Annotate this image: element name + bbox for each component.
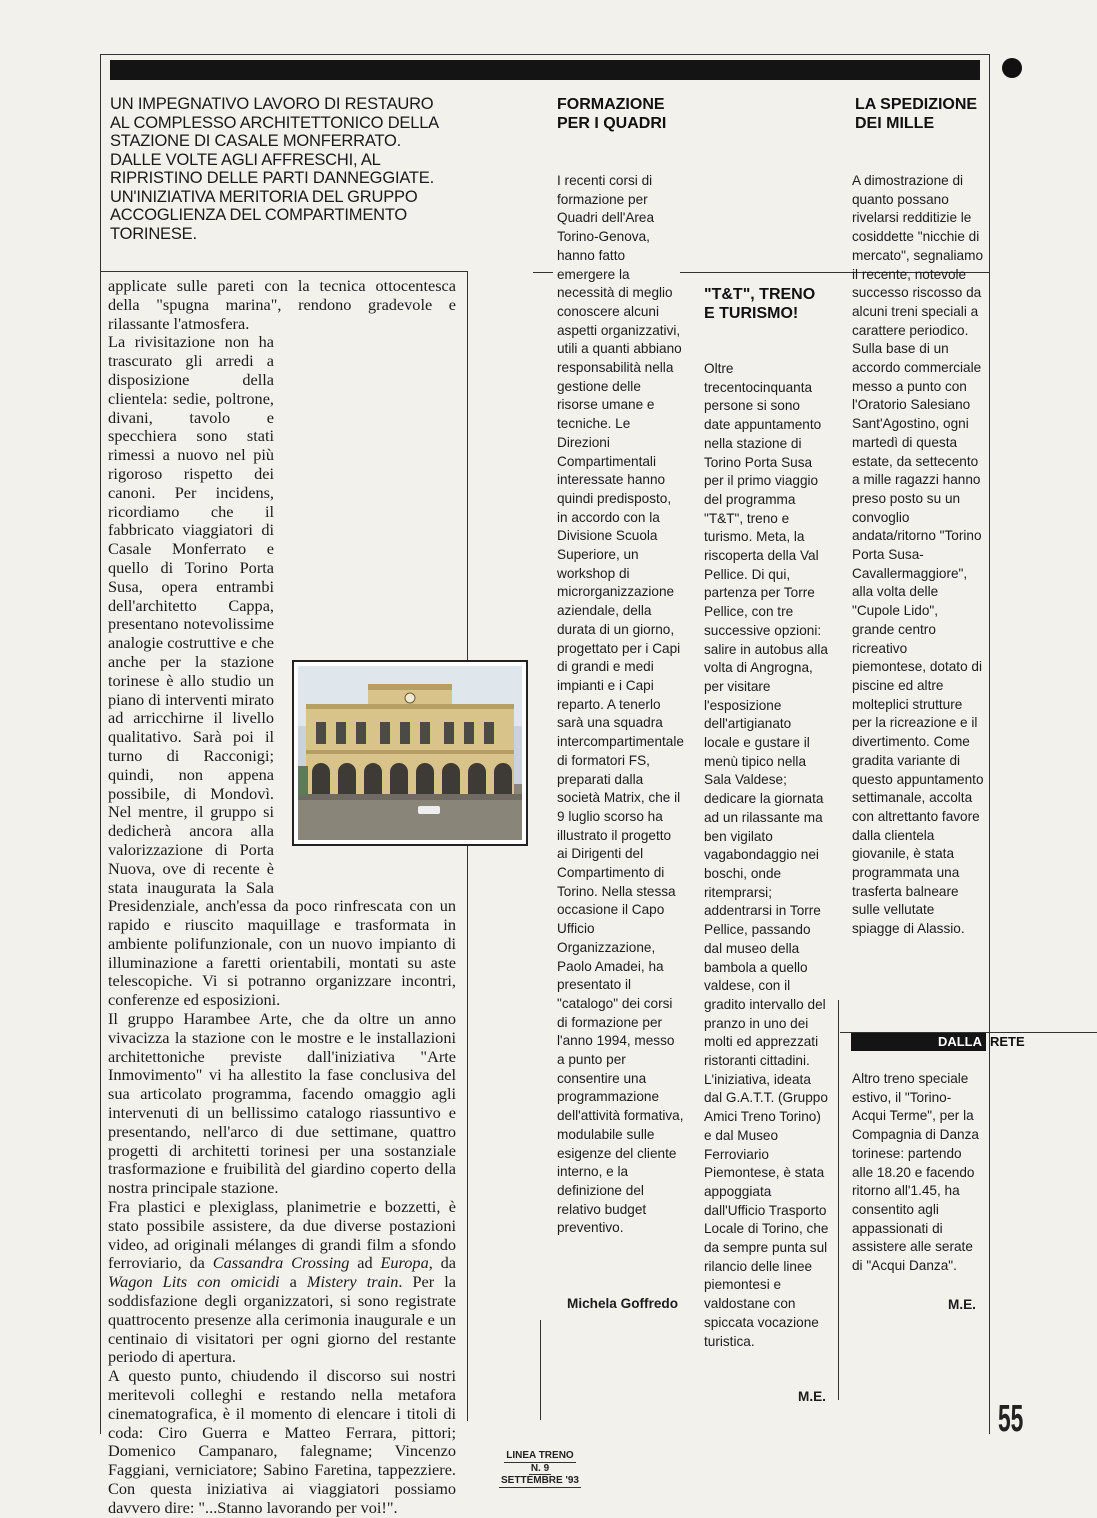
col1-heading: FORMAZIONE PER I QUADRI — [557, 96, 667, 132]
frame-left-rule — [100, 54, 101, 1434]
station-photo — [292, 660, 528, 846]
film-title: Wagon Lits con omicidi — [108, 1272, 280, 1292]
main-paragraph-3: Il gruppo Harambee Arte, che da oltre un anno vivacizza la stazione con le mostre e le installazioni architettoniche previste dall'iniziativa "Arte Inmovimento" vi ha allestito la fase conclusiva del sua articolato programma, facendo omaggio agli intervenuti di un bellissimo catalogo riassuntivo e presentando, nell'arco di due settimane, quattro progetti di architetti torinesi per una sostanziale trasformazione e fruibilità del giardino coperto della nostra principale stazione. — [108, 1009, 456, 1198]
article-standfirst: UN IMPEGNATIVO LAVORO DI RESTAURO AL COMPLESSO ARCHITETTONICO DELLA STAZIONE DI CASALE MONFERRATO. DALLE VOLTE AGLI AFFRESCHI, AL RIPRISTINO DELLE PARTI DANNEGGIATE. UN'INIZIATIVA MERITORIA DEL GRUPPO ACCOGLIENZA DEL COMPARTIMENTO TORINESE. — [110, 95, 439, 243]
film-title: Mistery train — [306, 1272, 399, 1292]
col3-heading: LA SPEDIZIONE DEI MILLE — [855, 96, 978, 132]
film-title: Cassandra Crossing — [212, 1253, 350, 1273]
rete-signature: M.E. — [948, 1297, 976, 1312]
col1-signature: Michela Goffredo — [567, 1296, 679, 1311]
rete-label: RETE — [990, 1034, 1025, 1049]
col1-body: I recenti corsi di formazione per Quadri dell'Area Torino-Genova, hanno fatto emergere la necessità di meglio conoscere alcuni aspetti organizzativi, utili a quanti abbiano responsabilità nella gestione delle risorse umane e tecniche. Le Direzioni Compartimentali interessate hanno quindi predisposto, in accordo con la Divisione Scuola Superiore, un workshop di microrganizzazione aziendale, della durata di un giorno, progettato per i Capi di grandi e medi impianti e i Capi reparto. A tenerlo sarà una squadra intercompartimentale di formatori FS, preparati dalla società Matrix, che il 9 luglio scorso ha illustrato il progetto ai Dirigenti del Compartimento di Torino. Nella stessa occasione il Capo Ufficio Organizzazione, Paolo Amadei, ha presentato il "catalogo" dei corsi di formazione per l'anno 1994, messo a punto per consentire una programmazione dell'attività formativa, modulabile sulle esigenze del cliente interno, e la definizione del relativo budget preventivo. — [557, 173, 684, 1236]
column-rule-2 — [540, 1320, 541, 1420]
main-paragraph-1: applicate sulle pareti con la tecnica ottocentesca della "spugna marina", rendono gradevole e rilassante l'atmosfera. — [108, 276, 456, 333]
col2-body: Oltre trecentocinquanta persone si sono date appuntamento nella stazione di Torino Porta Susa per il primo viaggio del programma "T&T", treno e turismo. Meta, la riscoperta della Val Pellice. Di qui, partenza per Torre Pellice, con tre successive opzioni: salire in autobus alla volta di Angrogna, per visitare l'esposizione dell'artigianato locale e gustare il menù tipico nella Sala Valdese; dedicare la giornata ad un rilassante ma ben vigilato vagabondaggio nei boschi, onde ritemprarsi; addentrarsi in Torre Pellice, passando dal museo della bambola a quello valdese, con il gradito intervallo del pranzo in uno dei molti ed apprezzati ristoranti cittadini. L'iniziativa, ideata dal G.A.T.T. (Gruppo Amici Treno Torino) e dal Museo Ferroviario Piemontese, è stata appoggiata dall'Ufficio Trasporto Locale di Torino, che da sempre punta sul rilancio delle linee piemontesi e valdostane con spiccata vocazione turistica. — [704, 361, 829, 1349]
dalla-rete-label — [851, 1033, 1026, 1051]
col2-signature: M.E. — [798, 1389, 826, 1404]
main-paragraph-2: La rivisitazione non ha trascurato gli arredi a disposizione della clientela: sedie, poltrone, divani, tavolo e specchiera sono stati rimessi a nuovo nel più rigoroso rispetto dei canoni. Per incidens, ricordiamo che il fabbricato viaggiatori di Casale Monferrato e quello di Torino Porta Susa, opera entrambi dell'architetto Cappa, presentano notevolissime analogie costruttive e che anche per la stazione torinese è allo studio un piano di interventi mirato ad arricchirne il livello qualitativo. Sarà poi il turno di Racconigi; quindi, non appena possibile, di Mondovì. Nel mentre, il gruppo si dedicherà ancora alla valorizzazione di Porta Nuova, ove di recente è stata inaugurata la Sala Presidenziale, anch'essa da poco rinfrescata con un rapido e riuscito maquillage e trasformata in ambiente polifunzionale, con un nuovo impianto di illuminazione a faretti orientabili, montati su aste telescopiche. Vi si potranno organizzare incontri, conferenze ed esposizioni. — [108, 332, 456, 1010]
film-title: Europa — [380, 1253, 429, 1273]
magazine-footer — [480, 1450, 600, 1488]
page-number: 55 — [998, 1398, 1024, 1440]
col1-tick — [533, 272, 553, 273]
footer-issue: N. 9 — [530, 1462, 550, 1474]
main-article — [108, 277, 456, 1518]
footer-date: SETTEMBRE '93 — [501, 1475, 579, 1486]
column-rule-1 — [467, 271, 468, 1421]
main-paragraph-5: A questo punto, chiudendo il discorso sui nostri meritevoli colleghi e restando nella metafora cinematografica, è il momento di elencare i titoli di coda: Ciro Guerra e Matteo Ferrara, pittori; Domenico Campanaro, falegname; Vincenzo Faggiani, verniciatore; Sabino Faretina, tappezziere. Con questa iniziativa ai viaggiatori possiamo davvero dire: "...Stanno lavorando per voi!". — [108, 1366, 456, 1517]
column-rule-3 — [838, 1000, 839, 1400]
frame-right-rule — [989, 54, 990, 1434]
col2-heading: "T&T", TRENO E TURISMO! — [704, 286, 816, 322]
main-paragraph-4: Fra plastici e plexiglass, planimetrie e bozzetti, è stato possibile assistere, da due diverse postazioni video, ad originali mélanges di grandi film a sfondo ferroviario, da Cassandra Crossing ad Europa, da Wagon Lits con omicidi a Mistery train. Per la soddisfazione degli organizzatori, si sono registrate quattrocento presenze alla cerimonia inaugurale e un centinaio di visitatori per ogni giorno del restante periodo di apertura. — [108, 1197, 457, 1367]
intro-divider — [100, 271, 468, 272]
frame-top-rule — [100, 54, 990, 55]
bullet-dot — [1002, 58, 1022, 78]
dalla-label: DALLA — [851, 1033, 986, 1051]
header-bar — [110, 60, 980, 80]
rete-body: Altro treno speciale estivo, il "Torino-Acqui Terme", per la Compagnia di Danza torinese: partendo alle 18.20 e facendo ritorno all'1.45, ha consentito agli appassionati di assistere alle serate di "Acqui Danza". — [852, 1071, 979, 1274]
col3-body: A dimostrazione di quanto possano rivelarsi redditizie le cosiddette "nicchie di mercato", segnaliamo il recente, notevole successo riscosso da alcuni treni speciali a carattere periodico. Sulla base di un accordo commerciale messo a punto con l'Oratorio Salesiano Sant'Agostino, ogni martedì di questa estate, da settecento a mille ragazzi hanno preso posto su un convoglio andata/ritorno "Torino Porta Susa-Cavallermaggiore", alla volta delle "Cupole Lido", grande centro ricreativo piemontese, dotato di piscine ed altre molteplici strutture per la ricreazione e il divertimento. Come gradita variante di questo appuntamento settimanale, accolta con altrettanto favore dalla clientela giovanile, è stata programmata una trasferta balneare sulle vellutate spiagge di Alassio. — [852, 173, 984, 937]
footer-title: LINEA TRENO — [506, 1450, 574, 1461]
station-building-illustration — [298, 666, 522, 840]
